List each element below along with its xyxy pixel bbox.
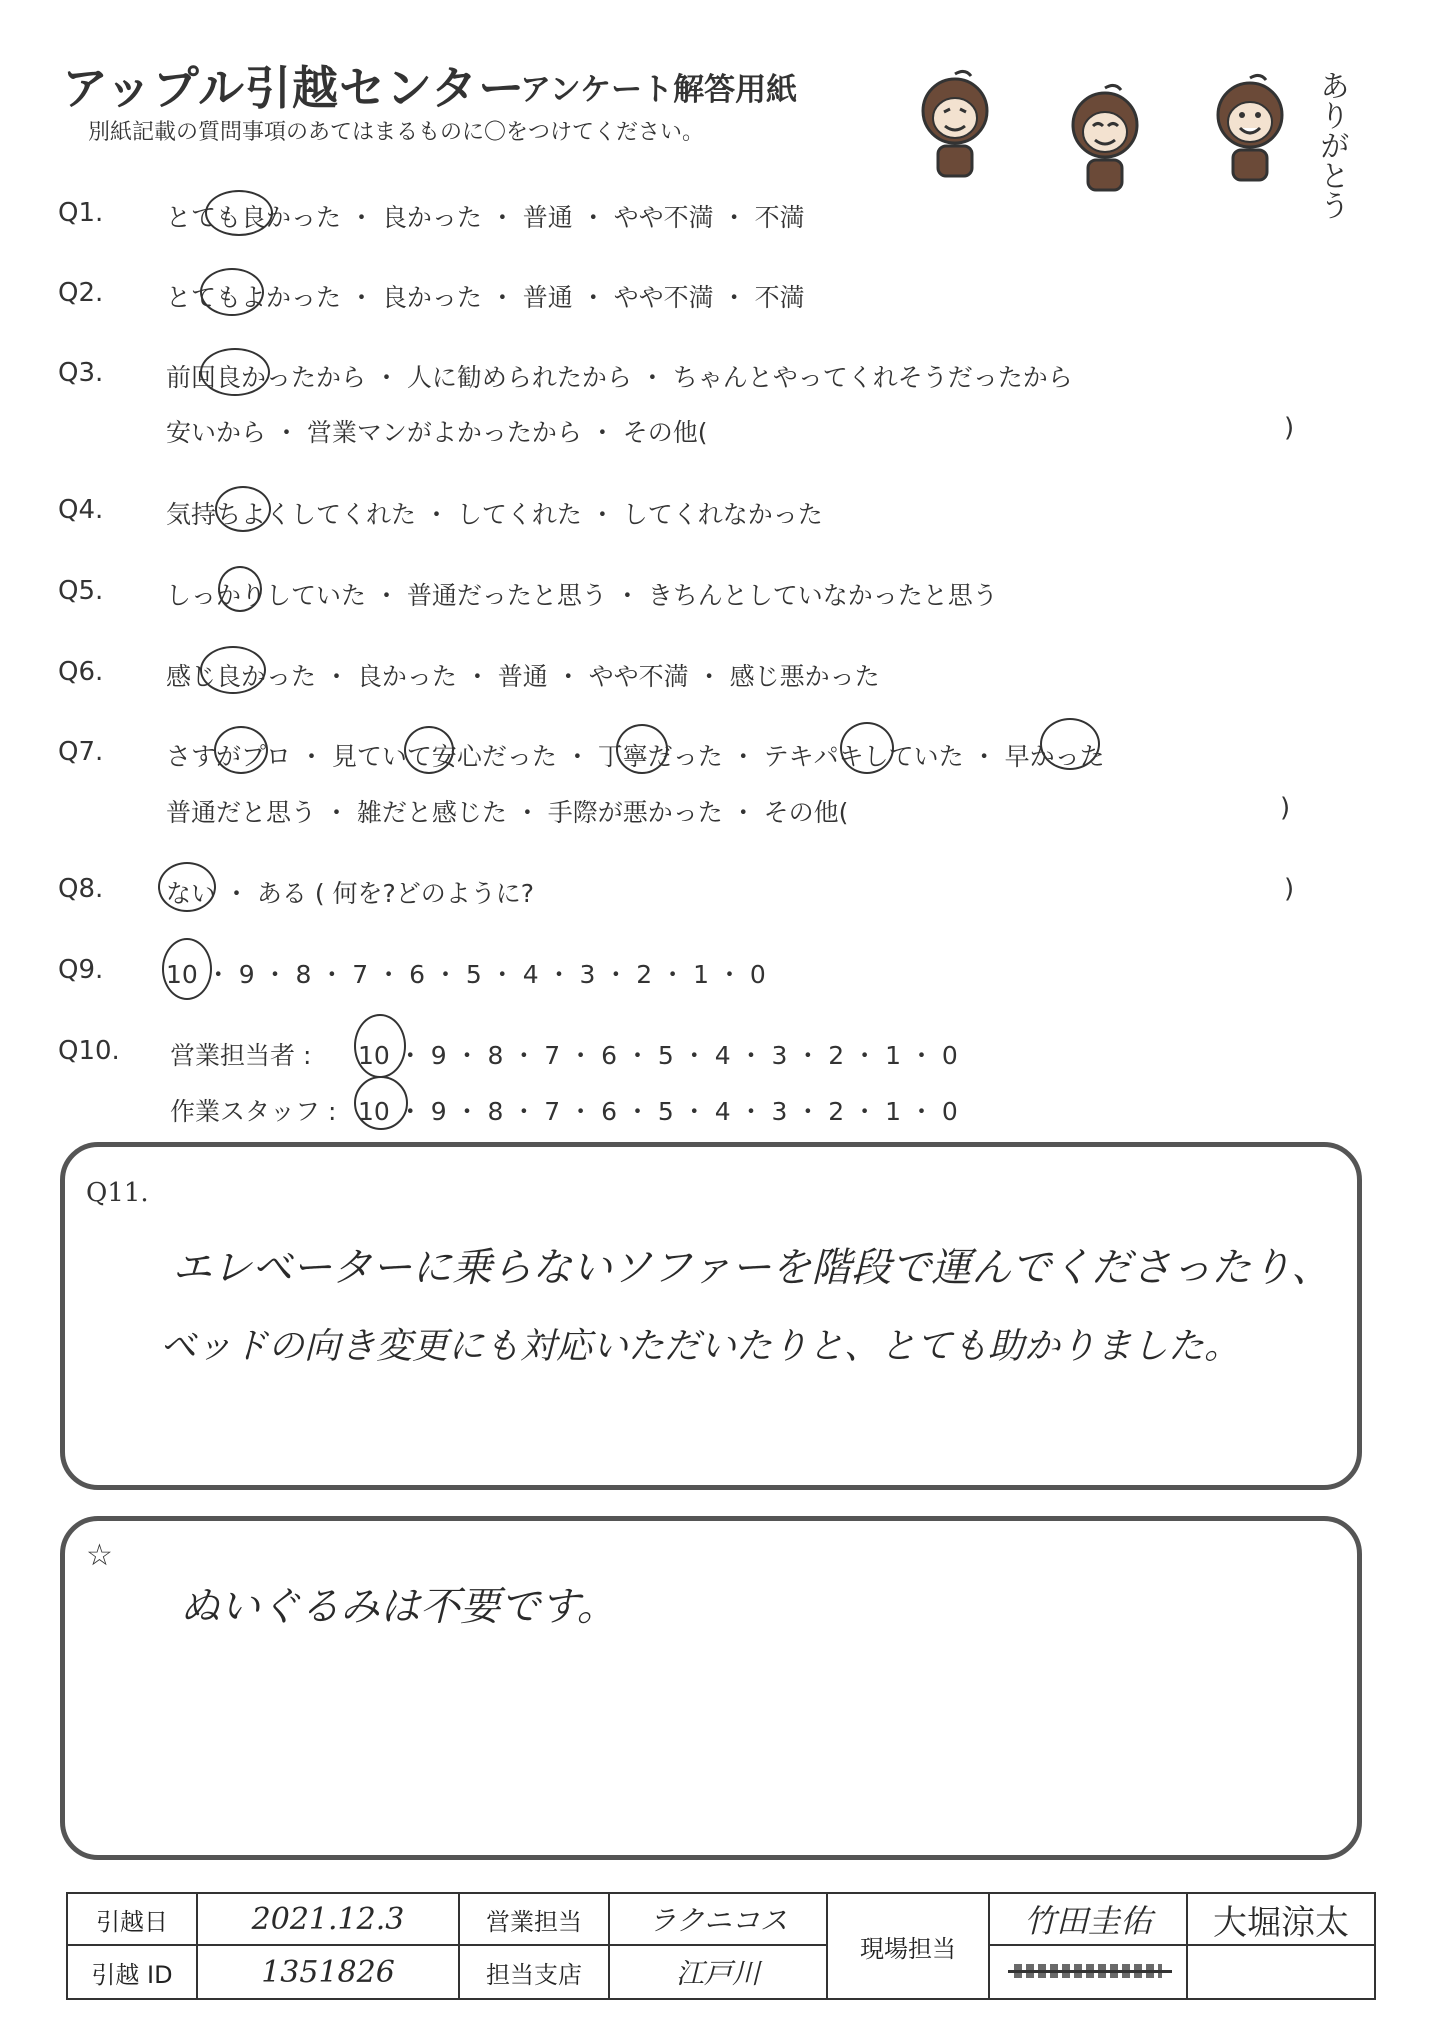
move-id-value: 1351826 bbox=[197, 1945, 459, 1999]
sales-rating-label: 営業担当者 : bbox=[170, 1041, 312, 1070]
q3-options-line1: 前回良かったから ・ 人に勧められたから ・ ちゃんとやってくれそうだったから bbox=[166, 363, 1073, 392]
monkey-icon bbox=[900, 66, 1010, 186]
question-id: Q1. bbox=[58, 198, 104, 228]
question-id: Q3. bbox=[58, 358, 104, 388]
q6-options: 感じ良かった ・ 良かった ・ 普通 ・ やや不満 ・ 感じ悪かった bbox=[166, 662, 880, 691]
empty-cell bbox=[1187, 1945, 1375, 1999]
move-id-label: 引越 ID bbox=[67, 1945, 197, 1999]
question-id: Q6. bbox=[58, 657, 104, 687]
q4-options: 気持ちよくしてくれた ・ してくれた ・ してくれなかった bbox=[166, 500, 823, 529]
q11-handwritten-line2: ベッドの向き変更にも対応いただいたりと、とても助かりました。 bbox=[160, 1326, 1241, 1367]
site-staff-1: 竹田圭佑 bbox=[989, 1893, 1187, 1945]
star-comment-box bbox=[60, 1516, 1362, 1860]
answer-circle bbox=[215, 486, 271, 532]
monkey-icon bbox=[1050, 80, 1160, 200]
move-date-label: 引越日 bbox=[67, 1893, 197, 1945]
q7-options-line1: さすがプロ ・ 見ていて安心だった ・ 丁寧だった ・ テキパキしていた ・ 早かった bbox=[166, 742, 1105, 771]
form-subtitle: アンケート解答用紙 bbox=[520, 72, 798, 108]
q1-options: とても良かった ・ 良かった ・ 普通 ・ やや不満 ・ 不満 bbox=[166, 203, 805, 232]
answer-circle bbox=[354, 1076, 408, 1130]
question-id: Q9. bbox=[58, 955, 104, 985]
q11-handwritten-line1: エレベーターに乗らないソファーを階段で運んでくださったり、 bbox=[172, 1245, 1332, 1291]
paren-close: ) bbox=[1280, 793, 1291, 823]
mascot-thanks-text: ありがとう bbox=[1314, 70, 1349, 220]
answer-circle bbox=[218, 566, 262, 612]
sales-rating-scale: 10 ・ 9 ・ 8 ・ 7 ・ 6 ・ 5 ・ 4 ・ 3 ・ 2 ・ 1 ・ 0 bbox=[358, 1041, 958, 1070]
q2-options: とてもよかった ・ 良かった ・ 普通 ・ やや不満 ・ 不満 bbox=[166, 283, 805, 312]
answer-circle bbox=[200, 646, 266, 694]
staff-rating-label: 作業スタッフ : bbox=[170, 1097, 337, 1126]
answer-circle bbox=[205, 190, 273, 236]
instruction-text: 別紙記載の質問事項のあてはまるものに〇をつけてください。 bbox=[88, 120, 705, 145]
q3-options-line2: 安いから ・ 営業マンがよかったから ・ その他( bbox=[166, 418, 708, 447]
question-id: Q5. bbox=[58, 576, 104, 606]
q9-scale: 10 ・ 9 ・ 8 ・ 7 ・ 6 ・ 5 ・ 4 ・ 3 ・ 2 ・ 1 ・ 0 bbox=[166, 960, 766, 989]
crossed-out-entry bbox=[989, 1945, 1187, 1999]
branch-value: 江戸川 bbox=[609, 1945, 827, 1999]
answer-circle bbox=[840, 722, 894, 774]
site-staff-label: 現場担当 bbox=[827, 1893, 989, 1999]
question-id: Q7. bbox=[58, 737, 104, 767]
paren-close: ) bbox=[1284, 874, 1295, 904]
paren-close: ) bbox=[1284, 413, 1295, 443]
answer-circle bbox=[214, 726, 268, 774]
answer-circle bbox=[616, 724, 668, 774]
site-staff-2: 大堀涼太 bbox=[1187, 1893, 1375, 1945]
question-id: Q8. bbox=[58, 874, 104, 904]
q5-options: しっかりしていた ・ 普通だったと思う ・ きちんとしていなかったと思う bbox=[166, 581, 998, 610]
move-date-value: 2021.12.3 bbox=[197, 1893, 459, 1945]
q7-options-line2: 普通だと思う ・ 雑だと感じた ・ 手際が悪かった ・ その他( bbox=[166, 798, 849, 827]
answer-circle bbox=[1040, 718, 1100, 770]
answer-circle bbox=[200, 268, 264, 316]
answer-circle bbox=[404, 726, 454, 774]
answer-circle bbox=[354, 1014, 406, 1078]
footer-info-table bbox=[66, 1892, 1376, 2000]
company-title: アップル引越センター bbox=[62, 61, 526, 115]
star-icon: ☆ bbox=[86, 1538, 113, 1573]
question-id: Q2. bbox=[58, 278, 104, 308]
answer-circle bbox=[200, 348, 270, 396]
sales-rep-value: ラクニコス bbox=[609, 1893, 827, 1945]
branch-label: 担当支店 bbox=[459, 1945, 609, 1999]
question-id: Q4. bbox=[58, 495, 104, 525]
star-handwritten-text: ぬいぐるみは不要です。 bbox=[180, 1584, 617, 1630]
answer-circle bbox=[162, 938, 212, 1000]
question-id: Q10. bbox=[58, 1036, 120, 1066]
q11-comment-box bbox=[60, 1142, 1362, 1490]
sales-rep-label: 営業担当 bbox=[459, 1893, 609, 1945]
answer-circle bbox=[158, 862, 216, 912]
q11-label: Q11. bbox=[86, 1178, 149, 1208]
monkey-icon bbox=[1195, 70, 1305, 190]
q8-options: ない ・ ある ( 何を?どのように? bbox=[166, 879, 535, 908]
staff-rating-scale: 10 ・ 9 ・ 8 ・ 7 ・ 6 ・ 5 ・ 4 ・ 3 ・ 2 ・ 1 ・ 0 bbox=[358, 1097, 958, 1126]
